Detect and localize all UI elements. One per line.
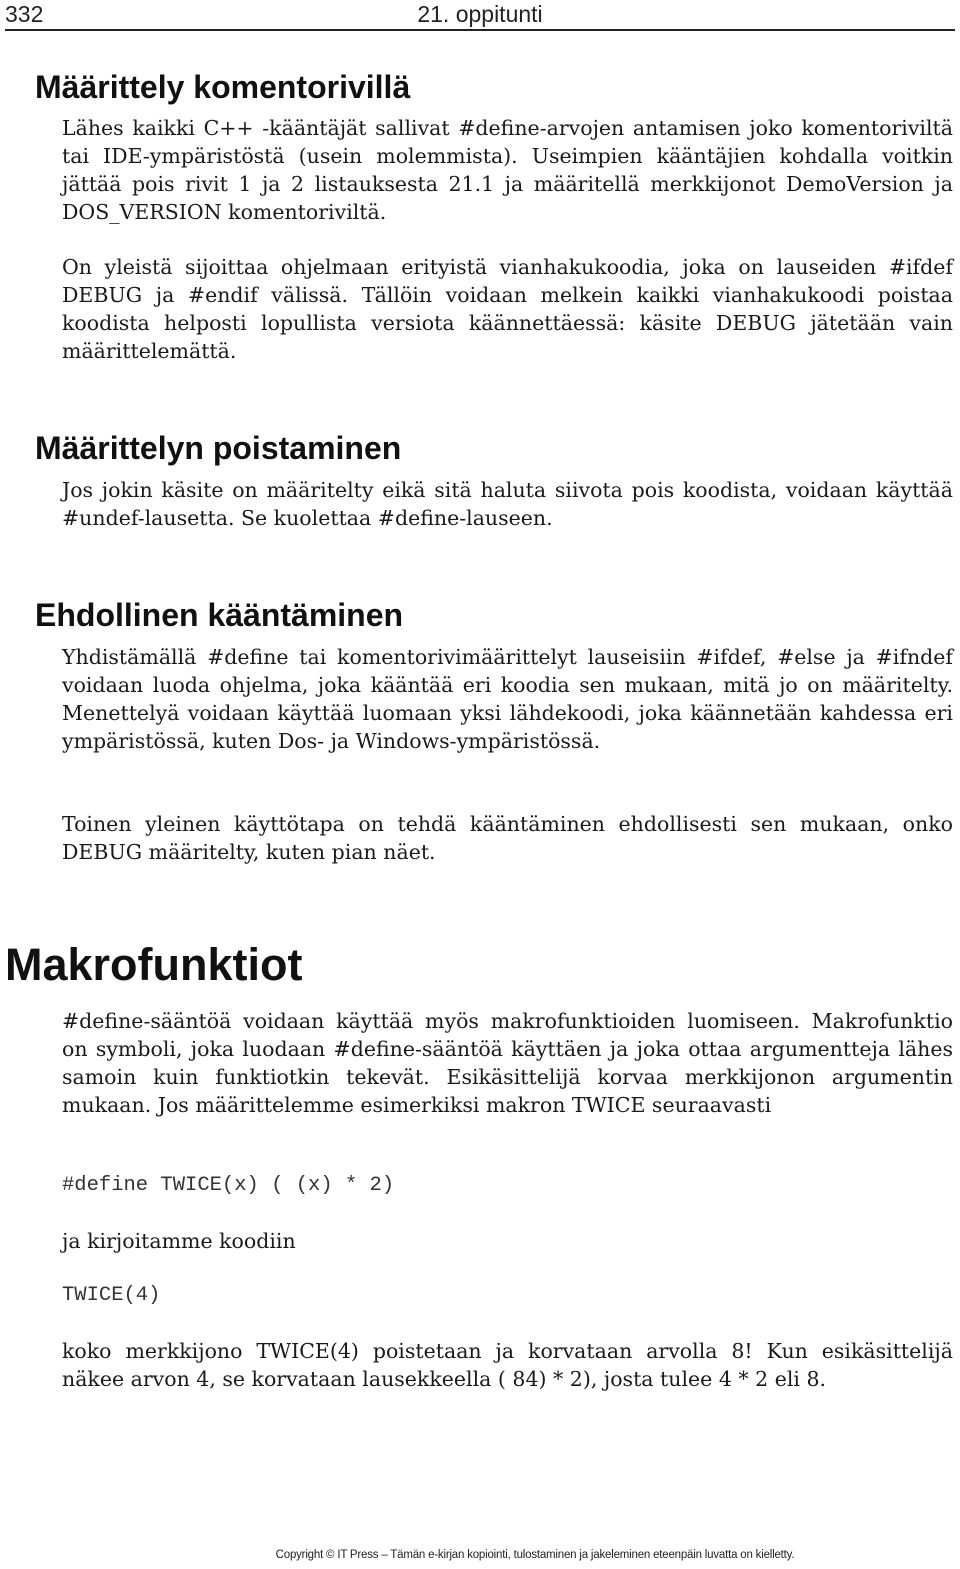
chapter-header-title: 21. oppitunti [417, 1, 543, 27]
paragraph-macro-functions: #define-sääntöä voidaan käyttää myös makrofunktioiden luomiseen. Makrofunktio on symboli, joka luodaan #define-sääntöä käyttäen ja joka ottaa argumentteja lähes samoin kuin funktiotkin tekevät. Esikäsittelijä korvaa merkkijonon argumentin mukaan. Jos määrittelemme esimerkiksi makron TWICE seuraavasti [62, 1009, 953, 1117]
running-header [5, 0, 955, 31]
copyright-footer: Copyright © IT Press – Tämän e-kirjan kopiointi, tulostaminen ja jakeleminen eteenpäin luvatta on kielletty. [275, 1549, 795, 1561]
code-define-twice: #define TWICE(x) ( (x) * 2) [62, 1174, 395, 1197]
page-number: 332 [5, 1, 44, 27]
paragraph-debug-code: On yleistä sijoittaa ohjelmaan erityistä vianhakukoodia, joka on lauseiden #ifdef DEBUG ja #endif välissä. Tällöin voidaan melkein kaikki vianhakukoodi poistaa koodista helposti lopullista versiota käännettäessä: käsite DEBUG jätetään vain määrittelemättä. [62, 255, 953, 363]
code-twice-call: TWICE(4) [62, 1284, 161, 1307]
paragraph-debug-conditional: Toinen yleinen käyttötapa on tehdä kääntäminen ehdollisesti sen mukaan, onko DEBUG määritelty, kuten pian näet. [62, 812, 953, 864]
paragraph-undef: Jos jokin käsite on määritelty eikä sitä haluta siivota pois koodista, voidaan käyttää #undef-lausetta. Se kuolettaa #define-lauseen. [62, 478, 953, 530]
section-heading-conditional-compilation: Ehdollinen kääntäminen [35, 597, 404, 633]
section-heading-undefine: Määrittelyn poistaminen [35, 430, 402, 466]
section-heading-command-line-definition: Määrittely komentorivillä [35, 69, 411, 105]
chapter-heading-macro-functions: Makrofunktiot [5, 939, 303, 990]
paragraph-twice-expansion: koko merkkijono TWICE(4) poistetaan ja korvataan arvolla 8! Kun esikäsittelijä näkee arvon 4, se korvataan lausekkeella ( 84) * 2), josta tulee 4 * 2 eli 8. [62, 1339, 953, 1391]
paragraph-conditional-compilation: Yhdistämällä #define tai komentorivimäärittelyt lauseisiin #ifdef, #else ja #ifndef voidaan luoda ohjelma, joka kääntää eri koodia sen mukaan, mitä jo on määritelty. Menettelyä voidaan käyttää luomaan yksi lähdekoodi, joka käännetään kahdessa eri ympäristössä, kuten Dos- ja Windows-ympäristössä. [62, 645, 953, 753]
paragraph-write-to-code: ja kirjoitamme koodiin [62, 1229, 296, 1253]
paragraph-command-line-definition: Lähes kaikki C++ -kääntäjät sallivat #define-arvojen antamisen joko komentoriviltä tai IDE-ympäristöstä (usein molemmista). Useimpien kääntäjien kohdalla voitkin jättää pois rivit 1 ja 2 listauksesta 21.1 ja määritellä merkkijonot DemoVersion ja DOS_VERSION komentoriviltä. [62, 116, 953, 224]
